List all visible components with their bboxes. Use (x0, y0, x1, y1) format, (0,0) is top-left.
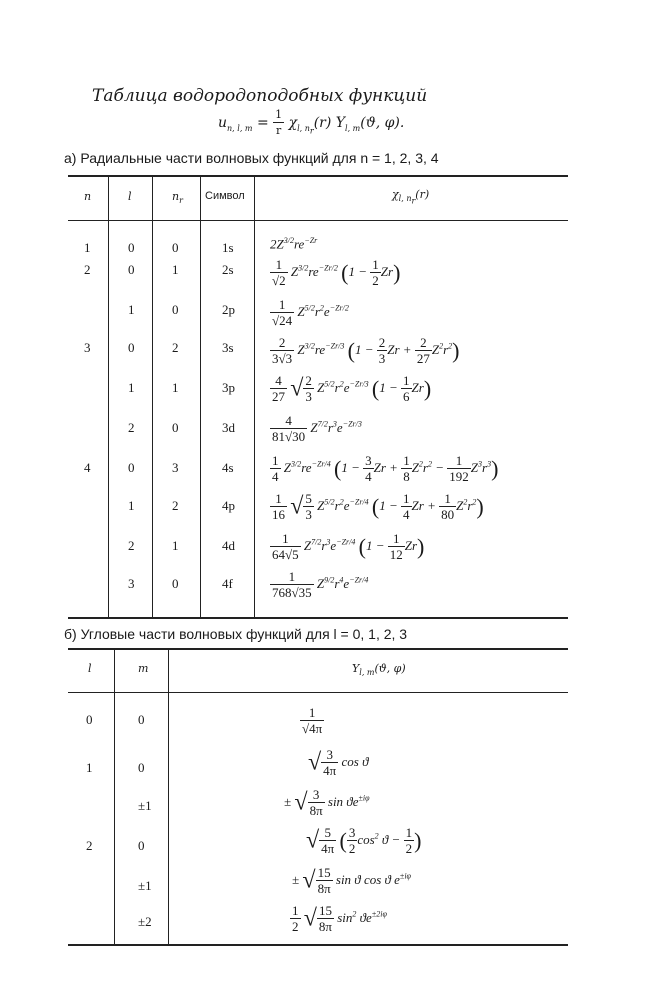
table-a-cell-sym: 4f (222, 576, 233, 591)
header-b-y: $Y_{l, m}(ϑ$, φ) (352, 662, 406, 678)
header-l: l (128, 190, 132, 203)
table-a-cell-l: 2 (128, 420, 135, 435)
chi-4f: $\frac{1}{768√35}$ $Z^{9/2}r^4e^{-Zr/4}$ (272, 569, 369, 600)
table-a-header-rule (68, 220, 568, 221)
table-a-cell-nr: 1 (172, 538, 179, 553)
table-a-cell-l: 3 (128, 576, 135, 591)
general-formula: $u_{n, l, m}$ = $\frac{1}{r}$ $\chi_{l, n_r}(r)$ $Y_{l, m}(ϑ$, φ). (218, 108, 405, 137)
table-b-bottom-rule (68, 944, 568, 946)
table-a-cell-nr: 3 (172, 460, 179, 475)
table-a-cell-nr: 2 (172, 340, 179, 355)
table-a-col-divider (108, 176, 109, 617)
table-a-cell-l: 1 (128, 498, 135, 513)
table-a-cell-sym: 4d (222, 538, 235, 553)
table-b-cell-l: 2 (86, 838, 93, 853)
table-a-cell-l: 2 (128, 538, 135, 553)
table-a-cell-sym: 3p (222, 380, 235, 395)
y-00: $\frac{1}{√4\pi}$ (302, 705, 323, 736)
chi-4p: $\frac{1}{16}$ √ $\frac{5}{3}$ $Z^{5/2}r^2e^{-Zr/4}$ (1 − $\frac{1}{4}$ Zr + $\frac{1}{80}$ $Z^2r^2$) (272, 491, 484, 522)
table-b-cell-m: ±1 (138, 798, 152, 813)
table-a-cell-n: 4 (84, 460, 91, 475)
header-symbol: Символ (205, 190, 245, 202)
part-b-caption: б) Угловые части волновых функций для l = 0, 1, 2, 3 (64, 626, 408, 642)
table-a-cell-l: 0 (128, 262, 135, 277)
table-b-col-divider (114, 649, 115, 944)
table-a-cell-l: 0 (128, 340, 135, 355)
chi-1s: $2Z^{3/2}re^{-Zr}$ (270, 236, 318, 252)
y-2pm1: ± √ $\frac{15}{8\pi}$ sin ϑ cos ϑ $e^{\pm i\varphi}$ (292, 865, 411, 896)
table-a-cell-l: 0 (128, 460, 135, 475)
chi-4d: $\frac{1}{64√5}$ $Z^{7/2}r^3e^{-Zr/4}$ (1 − $\frac{1}{12}$ Zr) (272, 531, 425, 562)
table-a-cell-nr: 0 (172, 576, 179, 591)
header-b-m: m (138, 662, 149, 675)
y-2pm2: $\frac{1}{2}$ √ $\frac{15}{8\pi}$ $\sin^2 ϑe^{\pm 2i\varphi}$ (292, 903, 387, 934)
header-chi: $\chi_{l, n_r}(r)$ (392, 188, 430, 206)
table-a-cell-sym: 4p (222, 498, 235, 513)
chi-3s: $\frac{2}{3√3}$ $Z^{3/2}re^{-Zr/3}$ (1 − $\frac{2}{3}$ Zr + $\frac{2}{27}$ $Z^2r^2$) (272, 335, 460, 366)
table-b-cell-m: 0 (138, 838, 145, 853)
table-b-cell-m: ±1 (138, 878, 152, 893)
table-b-cell-m: ±2 (138, 914, 152, 929)
y-20: √ $\frac{5}{4\pi}$ ( $\frac{3}{2}$ $\cos^2 ϑ$ − $\frac{1}{2}$ ) (306, 825, 422, 856)
table-a-top-rule (68, 175, 568, 177)
page-title: Таблица водородоподобных функций (92, 86, 428, 106)
header-n: n (84, 190, 92, 203)
table-b-cell-l: 0 (86, 712, 93, 727)
header-nr: $n_r$ (172, 190, 183, 206)
table-a-cell-nr: 1 (172, 380, 179, 395)
table-a-col-divider (254, 176, 255, 617)
table-a-cell-n: 1 (84, 240, 91, 255)
table-b-cell-m: 0 (138, 712, 145, 727)
chi-3d: $\frac{4}{81√30}$ $Z^{7/2}r^3e^{-Zr/3}$ (272, 413, 362, 444)
table-a-cell-n: 3 (84, 340, 91, 355)
table-a-cell-sym: 3d (222, 420, 235, 435)
chi-3p: $\frac{4}{27}$ √ $\frac{2}{3}$ $Z^{5/2}r^2e^{-Zr/3}$ (1 − $\frac{1}{6}$ Zr) (272, 373, 432, 404)
table-a-col-divider (200, 176, 201, 617)
table-a-cell-l: 1 (128, 302, 135, 317)
table-a-cell-sym: 3s (222, 340, 234, 355)
chi-2p: $\frac{1}{√24}$ $Z^{5/2}r^2e^{-Zr/2}$ (272, 297, 349, 328)
table-b-cell-l: 1 (86, 760, 93, 775)
chi-4s: $\frac{1}{4}$ $Z^{3/2}re^{-Zr/4}$ (1 − $\frac{3}{4}$ Zr + $\frac{1}{8}$ $Z^2r^2$ − $\frac{1}{192}$ $Z^3r^3$) (272, 453, 499, 484)
table-a-cell-nr: 0 (172, 420, 179, 435)
table-a-cell-sym: 2p (222, 302, 235, 317)
table-a-cell-sym: 4s (222, 460, 234, 475)
table-a-cell-nr: 2 (172, 498, 179, 513)
table-a-col-divider (152, 176, 153, 617)
y-10: √ $\frac{3}{4\pi}$ cos ϑ (308, 747, 369, 778)
chi-2s: $\frac{1}{√2}$ $Z^{3/2}re^{-Zr/2}$ (1 − $\frac{1}{2}$ Zr) (272, 257, 401, 288)
header-b-l: l (88, 662, 92, 675)
table-a-cell-nr: 0 (172, 240, 179, 255)
table-b-cell-m: 0 (138, 760, 145, 775)
table-a-cell-nr: 1 (172, 262, 179, 277)
table-b-col-divider (168, 649, 169, 944)
table-a-cell-sym: 1s (222, 240, 234, 255)
table-a-cell-l: 0 (128, 240, 135, 255)
table-b-top-rule (68, 648, 568, 650)
part-a-caption: а) Радиальные части волновых функций для n = 1, 2, 3, 4 (64, 150, 439, 166)
table-a-cell-nr: 0 (172, 302, 179, 317)
table-a-cell-sym: 2s (222, 262, 234, 277)
y-1pm1: ± √ $\frac{3}{8\pi}$ $\sin ϑe^{\pm i\varphi}$ (284, 787, 370, 818)
table-a-cell-n: 2 (84, 262, 91, 277)
table-a-cell-l: 1 (128, 380, 135, 395)
table-a-bottom-rule (68, 617, 568, 619)
table-b-header-rule (68, 692, 568, 693)
